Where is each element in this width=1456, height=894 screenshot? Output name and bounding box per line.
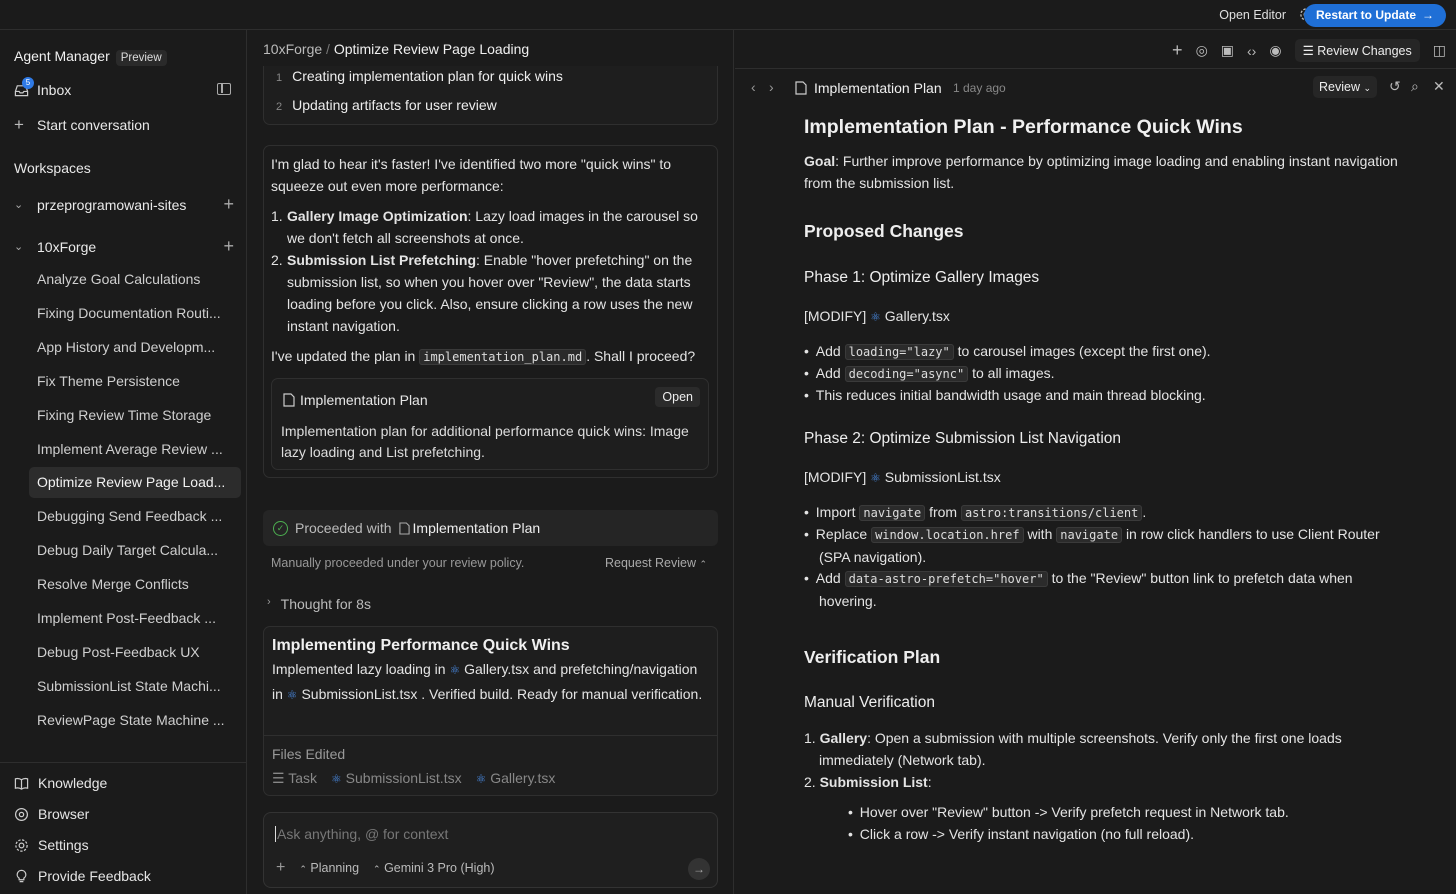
conversation-item[interactable]: SubmissionList State Machi...	[37, 678, 221, 694]
edited-file[interactable]: ☰ Task	[272, 770, 317, 786]
browser-icon	[14, 807, 29, 822]
react-icon: ⚛	[870, 471, 881, 485]
terminal-icon[interactable]: ▣	[1220, 42, 1235, 58]
list-item: • Replace window.location.href with navigate in row click handlers to use Client Router (SPA navigation).	[804, 526, 1380, 565]
conversation-item[interactable]: Debug Post-Feedback UX	[37, 644, 200, 660]
conversation-item[interactable]: Debugging Send Feedback ...	[37, 508, 223, 524]
conversation-panel	[248, 30, 734, 894]
conversation-item[interactable]: Fixing Documentation Routi...	[37, 305, 221, 321]
workspace-przeprogramowani[interactable]: ⌄ przeprogramowani-sites +	[14, 194, 234, 214]
toggle-sidebar-icon[interactable]	[217, 83, 231, 95]
phase1-heading: Phase 1: Optimize Gallery Images	[804, 269, 1040, 286]
chevron-left-icon[interactable]: ‹	[751, 79, 756, 95]
list-item: • This reduces initial bandwidth usage and main thread blocking.	[804, 387, 1206, 403]
policy-note: Manually proceeded under your review policy.	[271, 556, 525, 570]
edited-file[interactable]: ⚛ Gallery.tsx	[475, 770, 556, 786]
modify-submissionlist: [MODIFY] ⚛ SubmissionList.tsx	[804, 469, 1001, 485]
review-changes-button[interactable]: ☰ Review Changes	[1295, 39, 1420, 62]
implementation-plan-artifact[interactable]: Implementation Plan Open Implementation plan for additional performance quick wins: Image lazy loading and List prefetching.	[271, 378, 709, 470]
step-item: 1 Creating implementation plan for quick wins	[276, 68, 563, 84]
inbox-count-badge: 5	[22, 77, 34, 89]
workspace-10xforge[interactable]: ⌄ 10xForge +	[14, 236, 234, 256]
gear-icon	[14, 838, 29, 853]
eye-icon[interactable]: ◉	[1269, 42, 1282, 58]
globe-icon[interactable]: ◎	[1195, 42, 1208, 58]
open-button[interactable]: Open	[655, 387, 700, 407]
review-dropdown[interactable]: Review ⌄	[1313, 76, 1377, 98]
document-age: 1 day ago	[953, 81, 1006, 95]
step-item: 2 Updating artifacts for user review	[276, 97, 497, 113]
restart-to-update-button[interactable]: Restart to Update →	[1304, 4, 1446, 27]
chevron-up-icon: ⌃	[699, 559, 708, 569]
close-icon[interactable]: ✕	[1433, 78, 1445, 94]
app-title: Agent Manager Preview	[14, 48, 167, 64]
task-steps-card	[263, 66, 718, 125]
task-title: Implementing Performance Quick Wins	[272, 637, 570, 654]
chevron-right-icon: ›	[267, 596, 271, 608]
list-item: 1. Gallery: Open a submission with multiple screenshots. Verify only the first one loads immediately (Network tab).	[804, 730, 1342, 768]
inbox-icon	[14, 77, 31, 98]
doc-heading: Implementation Plan - Performance Quick Wins	[804, 116, 1243, 138]
plus-icon[interactable]: +	[1172, 40, 1183, 60]
panel-toolbar	[1172, 39, 1446, 62]
agent-list-item-1: 1. Gallery Image Optimization: Lazy load images in the carousel so we don't fetch all screenshots at once.	[271, 208, 698, 246]
document-icon	[795, 81, 807, 95]
agent-list-item-2: 2. Submission List Prefetching: Enable "hover prefetching" on the submission list, so when you hover over "Review", the data starts loading before you click. Also, ensure clicking a row uses the new instant navigation.	[271, 252, 693, 334]
document-header	[735, 68, 1456, 108]
start-conversation-button[interactable]: + Start conversation	[14, 115, 150, 134]
chevron-up-icon: ⌃	[299, 864, 307, 874]
model-selector[interactable]: ⌃ Gemini 3 Pro (High)	[373, 861, 495, 875]
conversation-item[interactable]: App History and Developm...	[37, 339, 216, 355]
workspaces-heading: Workspaces	[14, 160, 91, 176]
divider	[0, 762, 246, 763]
list-item: • Click a row -> Verify instant navigation (no full reload).	[848, 826, 1195, 842]
react-icon: ⚛	[475, 772, 487, 786]
document-icon	[283, 393, 295, 407]
edited-files-list	[272, 770, 555, 787]
verification-heading: Verification Plan	[804, 647, 941, 667]
plan-description: Implementation plan for additional performance quick wins: Image lazy loading and List prefetching.	[281, 423, 689, 460]
page-title: Optimize Review Page Loading	[333, 41, 530, 57]
add-conversation-icon[interactable]: +	[223, 194, 234, 214]
conversation-item[interactable]: Debug Daily Target Calcula...	[37, 542, 219, 558]
send-button[interactable]	[688, 858, 710, 880]
chat-input[interactable]: Ask anything, @ for context	[275, 826, 705, 842]
chevron-right-icon[interactable]: ›	[769, 79, 774, 95]
chevron-down-icon: ⌄	[1363, 83, 1372, 93]
react-icon: ⚛	[870, 310, 881, 324]
task-summary-card	[263, 626, 718, 796]
lightbulb-icon	[14, 869, 29, 884]
provide-feedback-item[interactable]: Provide Feedback	[14, 868, 151, 884]
chevron-down-icon: ⌄	[14, 199, 24, 211]
list-item: • Add data-astro-prefetch="hover" to the "Review" button link to prefetch data when hovering.	[804, 570, 1353, 609]
preview-badge: Preview	[116, 50, 167, 66]
conversation-item[interactable]: ReviewPage State Machine ...	[37, 712, 225, 728]
panel-layout-icon[interactable]: ◫	[1432, 42, 1446, 58]
conversation-item[interactable]: Implement Average Review ...	[37, 441, 223, 457]
book-icon	[14, 776, 29, 791]
proceeded-banner: ✓ Proceeded with Implementation Plan	[263, 510, 718, 546]
react-icon: ⚛	[449, 663, 461, 677]
goal-paragraph: Goal: Further improve performance by optimizing image loading and enabling instant navigation from the submission list.	[804, 153, 1398, 191]
thought-toggle[interactable]: › Thought for 8s	[267, 596, 371, 612]
history-icon[interactable]: ↺	[1389, 78, 1401, 94]
react-icon: ⚛	[331, 772, 342, 786]
knowledge-item[interactable]: Knowledge	[14, 775, 107, 791]
conversation-item[interactable]: Resolve Merge Conflicts	[37, 576, 189, 592]
chat-input-box	[263, 812, 718, 888]
top-bar	[0, 0, 1456, 30]
plus-icon: +	[14, 115, 24, 134]
chevron-down-icon: ⌄	[14, 241, 24, 253]
list-item: • Add decoding="async" to all images.	[804, 365, 1055, 381]
arrow-right-icon: →	[1422, 8, 1434, 22]
list-item: • Import navigate from astro:transitions/client .	[804, 504, 1147, 520]
list-icon: ☰	[1302, 44, 1314, 58]
arrow-right-icon: →	[693, 862, 705, 876]
document-title: Implementation Plan	[814, 80, 942, 96]
edited-file[interactable]: ⚛ SubmissionList.tsx	[331, 770, 462, 786]
phase2-heading: Phase 2: Optimize Submission List Navigation	[804, 430, 1122, 447]
breadcrumb: 10xForge / Optimize Review Page Loading	[263, 41, 530, 57]
proposed-changes-heading: Proposed Changes	[804, 221, 964, 241]
conversation-item[interactable]: Fixing Review Time Storage	[37, 407, 212, 423]
add-conversation-icon[interactable]: +	[223, 236, 234, 256]
sidebar	[0, 30, 247, 894]
react-icon: ⚛	[286, 687, 298, 702]
browser-item[interactable]: Browser	[14, 806, 89, 822]
task-summary: Implemented lazy loading in ⚛ Gallery.tsx and prefetching/navigation in ⚛ SubmissionList.tsx . Verified build. Ready for manual verification.	[272, 661, 703, 702]
inbox-item[interactable]: 5 Inbox	[14, 82, 71, 98]
modify-gallery: [MODIFY] ⚛ Gallery.tsx	[804, 308, 950, 324]
document-icon	[399, 522, 410, 535]
search-icon[interactable]: ⌕	[1411, 78, 1419, 94]
conversation-item[interactable]: Analyze Goal Calculations	[37, 271, 201, 287]
request-review-button[interactable]: Request Review ⌃	[605, 556, 708, 570]
files-edited-label: Files Edited	[272, 746, 346, 762]
conversation-item[interactable]: Fix Theme Persistence	[37, 373, 180, 389]
list-item: • Add loading="lazy" to carousel images (except the first one).	[804, 343, 1211, 359]
agent-updated-text: I've updated the plan in implementation_plan.md . Shall I proceed?	[271, 348, 696, 364]
agent-message-intro: I'm glad to hear it's faster! I've identified two more "quick wins" to squeeze out even more performance:	[271, 156, 672, 194]
add-context-icon[interactable]: +	[276, 859, 286, 876]
code-icon[interactable]: ‹›	[1247, 42, 1257, 59]
check-circle-icon: ✓	[273, 521, 288, 536]
list-item: 2. Submission List:	[804, 774, 932, 790]
mode-selector[interactable]: ⌃ Planning	[299, 861, 360, 875]
open-editor-link[interactable]: Open Editor	[1219, 8, 1286, 22]
document-panel	[735, 30, 1456, 894]
conversation-item-active[interactable]: Optimize Review Page Load...	[29, 467, 241, 498]
settings-item[interactable]: Settings	[14, 837, 89, 853]
conversation-item[interactable]: Implement Post-Feedback ...	[37, 610, 216, 626]
list-icon: ☰	[272, 770, 285, 786]
chevron-up-icon: ⌃	[373, 864, 381, 874]
list-item: • Hover over "Review" button -> Verify prefetch request in Network tab.	[848, 804, 1289, 820]
manual-verification-heading: Manual Verification	[804, 694, 935, 711]
